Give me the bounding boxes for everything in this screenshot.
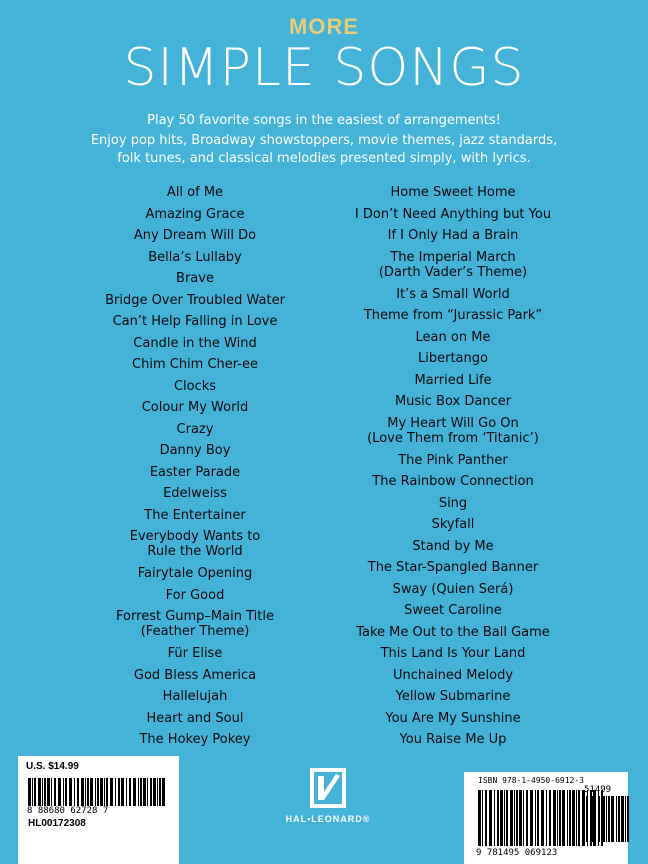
song-subtitle-line: Rule the World (147, 544, 243, 559)
song-title-line: If I Only Had a Brain (387, 228, 519, 243)
song-title (45, 183, 345, 205)
song-title (303, 371, 603, 393)
song-title (45, 269, 345, 291)
song-title (45, 527, 345, 564)
price-code: 51499 (584, 785, 612, 795)
song-title (45, 420, 345, 442)
barcode-bar (504, 790, 505, 846)
song-title-line: Sing (438, 495, 468, 511)
barcode-bar (541, 790, 544, 846)
barcode-bar (85, 778, 86, 806)
song-title-line: Libertango (418, 351, 488, 366)
song-title (303, 580, 603, 602)
song-title (45, 377, 345, 399)
song-title (45, 687, 345, 709)
song-title-line: Crazy (176, 421, 214, 437)
barcode-bar (618, 796, 620, 842)
barcode-bar (47, 778, 50, 806)
song-title (303, 205, 603, 227)
song-subtitle-line: (Darth Vader’s Theme) (378, 264, 528, 280)
barcode-bar (121, 778, 124, 806)
barcode-bar (129, 778, 131, 806)
barcode-bar (65, 778, 67, 806)
song-title-line: Yellow Submarine (395, 689, 511, 704)
song-title (45, 506, 345, 528)
barcode-bar (54, 778, 56, 806)
price-text: U.S. $14.99 (26, 761, 79, 772)
isbn-text: ISBN 978-1-4950-6912-3 (478, 776, 584, 785)
barcode-bar (100, 778, 103, 806)
song-title-line: Theme from “Jurassic Park” (363, 308, 543, 323)
barcode-bar (126, 778, 127, 806)
song-title-line: Heart and Soul (146, 710, 244, 726)
song-title (303, 328, 603, 350)
song-title (303, 709, 603, 731)
song-title (45, 644, 345, 666)
barcode-bar (118, 778, 120, 806)
barcode-bar (506, 790, 508, 846)
barcode-bar (557, 790, 558, 846)
song-title (45, 248, 345, 270)
song-title (45, 291, 345, 313)
barcode-bar (500, 790, 503, 846)
song-title-line: Take Me Out to the Ball Game (356, 624, 550, 640)
barcode-bar (157, 778, 158, 806)
song-title (303, 623, 603, 645)
upc-digits: 8 88680 62728 7 (27, 806, 109, 816)
barcode-bar (526, 790, 528, 846)
song-title (303, 687, 603, 709)
song-subtitle-line: (Love Them from ‘Titanic’) (367, 430, 539, 446)
barcode-bar (159, 778, 161, 806)
barcode-bar (44, 778, 46, 806)
barcode-bar (514, 790, 515, 846)
ean-digits: 9 781495 069123 (476, 848, 558, 858)
barcode-bar (42, 778, 43, 806)
song-title (303, 730, 603, 752)
song-title-line: My Heart Will Go On (387, 415, 519, 431)
song-title-line: Chim Chim Cher-ee (132, 357, 258, 372)
barcode-bar (586, 796, 588, 842)
song-title-line: Home Sweet Home (390, 185, 516, 200)
song-title (303, 666, 603, 688)
song-subtitle-line: (Feather Theme) (140, 624, 250, 639)
song-title-line: Brave (176, 271, 214, 286)
barcode-bar (97, 778, 99, 806)
barcode-bar (595, 796, 596, 842)
blurb-line-3: folk tunes, and classical melodies presented simply, with lyrics. (117, 151, 531, 166)
barcode-bar (110, 778, 113, 806)
barcode-bar (516, 790, 518, 846)
song-title-line: Hallelujah (162, 689, 228, 704)
barcode-bar (38, 778, 41, 806)
song-title (303, 392, 603, 414)
barcode-bar (572, 790, 575, 846)
song-title (303, 451, 603, 473)
song-title-line: Clocks (173, 378, 217, 394)
song-title (45, 730, 345, 752)
barcode-bar (140, 778, 142, 806)
song-title (45, 355, 345, 377)
barcode-bar (34, 778, 36, 806)
barcode-bar (143, 778, 146, 806)
barcode-bar (578, 790, 580, 846)
song-title (303, 472, 603, 494)
song-title (303, 414, 603, 451)
song-title (303, 537, 603, 559)
song-title-line: Bridge Over Troubled Water (105, 292, 285, 308)
song-title (45, 709, 345, 731)
series-eyebrow: MORE (289, 14, 359, 39)
barcode-bar (28, 778, 31, 806)
song-title-line: Sweet Caroline (404, 603, 502, 618)
barcode-bar (537, 790, 539, 846)
barcode-bar (494, 790, 495, 846)
song-title (303, 285, 603, 307)
barcode-bar (519, 790, 522, 846)
song-title (303, 349, 603, 371)
song-title-line: Danny Boy (159, 443, 231, 458)
barcode-bar (497, 790, 499, 846)
song-title-line: Candle in the Wind (133, 335, 257, 351)
barcode-bar (32, 778, 33, 806)
barcode-bar (90, 778, 93, 806)
song-title-line: Für Elise (167, 646, 223, 661)
barcode-bar (549, 790, 551, 846)
book-title: SIMPLE SONGS (123, 38, 525, 98)
song-title-line: Bella’s Lullaby (148, 249, 242, 265)
barcode-bar (510, 790, 513, 846)
song-title-line: The Imperial March (390, 249, 516, 265)
song-title (45, 666, 345, 688)
barcode-bar (530, 790, 533, 846)
song-title (45, 205, 345, 227)
barcode-bar (77, 778, 79, 806)
upc-barcode (28, 778, 167, 806)
barcode-bar (104, 778, 105, 806)
barcode-bar (81, 778, 84, 806)
song-title (45, 226, 345, 248)
song-title-line: It’s a Small World (396, 286, 510, 302)
barcode-bar (106, 778, 108, 806)
song-title (45, 463, 345, 485)
song-title (45, 484, 345, 506)
song-title-line: God Bless America (133, 667, 257, 683)
barcode-bar (69, 778, 72, 806)
barcode-bar (162, 778, 165, 806)
song-title-line: The Star-Spangled Banner (367, 560, 539, 575)
barcode-bar (485, 790, 487, 846)
song-title (303, 494, 603, 516)
barcode-bar (87, 778, 89, 806)
song-list-left (45, 183, 345, 752)
hal-leonard-logo (278, 764, 378, 834)
barcode-bar (74, 778, 75, 806)
song-title-line: Lean on Me (415, 329, 491, 345)
song-title-line: This Land Is Your Land (380, 646, 526, 661)
song-title-line: Fairytale Opening (137, 566, 253, 581)
song-title-line: Stand by Me (412, 538, 494, 554)
song-title-line: Forrest Gump–Main Title (116, 609, 274, 624)
barcode-bar (611, 796, 614, 842)
song-title-line: All of Me (166, 185, 224, 200)
song-title (303, 306, 603, 328)
barcode-bar (608, 796, 610, 842)
song-title-line: Unchained Melody (392, 667, 514, 683)
barcode-bar (523, 790, 524, 846)
barcode-bar (95, 778, 96, 806)
barcode-bar (559, 790, 561, 846)
barcode-bar (569, 790, 571, 846)
song-title-line: You Raise Me Up (399, 732, 507, 747)
barcode-bar (621, 796, 624, 842)
song-title-line: For Good (165, 587, 225, 603)
price-addon-barcode (584, 796, 631, 842)
song-title-line: The Hokey Pokey (139, 732, 251, 747)
barcode-bar (627, 796, 629, 842)
barcode-bar (535, 790, 536, 846)
song-title (303, 248, 603, 285)
cover-footer (0, 756, 648, 864)
song-title-line: The Rainbow Connection (372, 474, 534, 489)
barcode-bar (138, 778, 139, 806)
song-title-line: Can’t Help Falling in Love (112, 314, 278, 329)
barcode-bar (567, 790, 568, 846)
song-title-line: Colour My World (141, 400, 249, 415)
song-title-line: Everybody Wants to (129, 529, 261, 544)
barcode-bar (546, 790, 547, 846)
song-title-line: Easter Parade (149, 464, 241, 480)
song-title (45, 586, 345, 608)
song-title-line: Amazing Grace (145, 206, 245, 222)
song-title (303, 226, 603, 248)
barcode-bar (584, 796, 585, 842)
song-title-line: I Don’t Need Anything but You (354, 206, 552, 222)
barcode-bar (576, 790, 577, 846)
isbn-barcode-label (464, 772, 628, 864)
barcode-bar (489, 790, 492, 846)
song-title (303, 644, 603, 666)
barcode-bar (598, 796, 600, 842)
song-title (303, 601, 603, 623)
song-title (303, 183, 603, 205)
song-title (45, 398, 345, 420)
song-title (45, 312, 345, 334)
barcode-bar (147, 778, 148, 806)
barcode-bar (478, 790, 481, 846)
song-title (45, 334, 345, 356)
barcode-bar (153, 778, 156, 806)
barcode-bar (606, 796, 607, 842)
song-title-line: Sway (Quien Será) (392, 581, 514, 597)
blurb-line-1: Play 50 favorite songs in the easiest of arrangements! (147, 113, 501, 128)
song-title (303, 515, 603, 537)
blurb-line-2: Enjoy pop hits, Broadway showstoppers, movie themes, jazz standards, (90, 133, 558, 148)
barcode-bar (602, 796, 605, 842)
song-title-line: You Are My Sunshine (385, 710, 521, 726)
barcode-bar (63, 778, 64, 806)
item-code: HL00172308 (28, 818, 86, 829)
barcode-bar (58, 778, 61, 806)
song-title (45, 441, 345, 463)
song-title-line: Skyfall (431, 517, 475, 532)
barcode-bar (150, 778, 152, 806)
barcode-bar (625, 796, 626, 842)
barcode-bar (616, 796, 617, 842)
barcode-bar (115, 778, 116, 806)
price-barcode-label (18, 756, 179, 864)
song-title-line: Edelweiss (163, 486, 227, 501)
song-title-line: The Entertainer (144, 507, 246, 523)
song-title (45, 607, 345, 644)
song-title-line: Music Box Dancer (394, 394, 512, 409)
song-title-line: Any Dream Will Do (133, 228, 257, 243)
song-title (303, 558, 603, 580)
barcode-bar (133, 778, 136, 806)
barcode-bar (590, 796, 593, 842)
song-title-line: Married Life (414, 372, 492, 388)
barcode-bar (51, 778, 52, 806)
barcode-bar (562, 790, 565, 846)
barcode-bar (482, 790, 483, 846)
song-title (45, 564, 345, 586)
song-title-line: The Pink Panther (398, 452, 508, 468)
song-list-right (303, 183, 603, 752)
barcode-bar (553, 790, 556, 846)
publisher-name: HAL•LEONARD® (285, 814, 371, 824)
